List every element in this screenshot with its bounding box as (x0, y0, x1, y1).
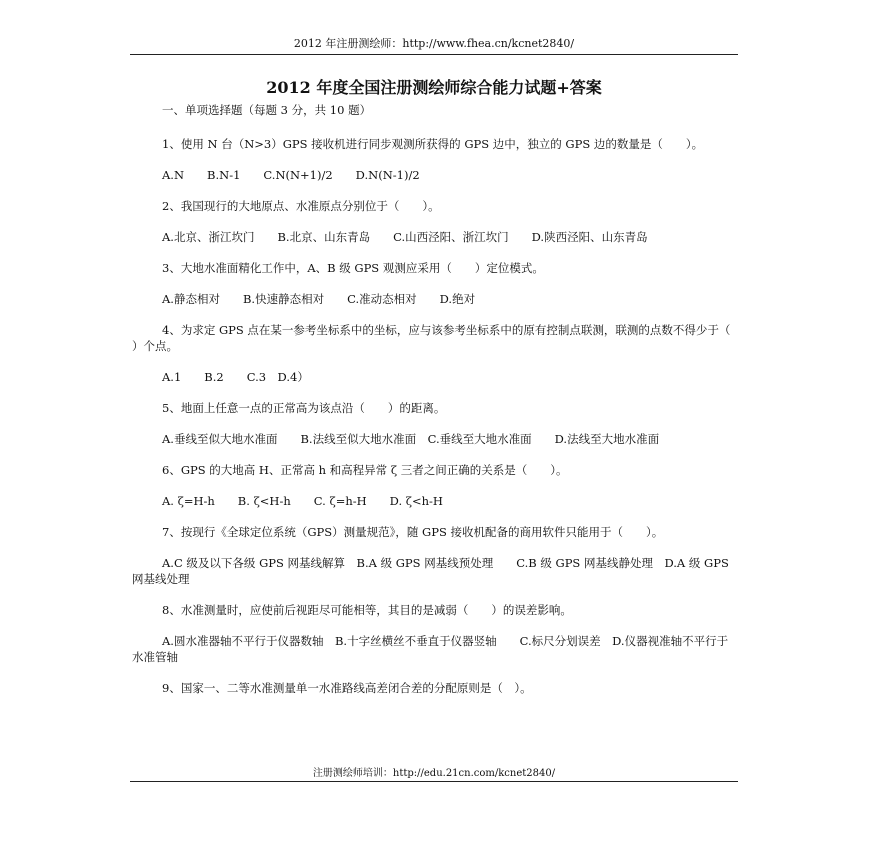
document-title: 2012 年度全国注册测绘师综合能力试题+答案 (266, 78, 602, 97)
question-8-options: A.圆水准器轴不平行于仪器数轴 B.十字丝横丝不垂直于仪器竖轴 C.标尺分划误差 D.仪器视准轴不平行于水准管轴 (132, 634, 729, 664)
footer-rule (130, 781, 738, 782)
header-rule (130, 54, 738, 55)
question-2-stem: 2、我国现行的大地原点、水准原点分别位于（ ）。 (162, 199, 440, 213)
question-4-options: A.1 B.2 C.3 D.4） (162, 370, 309, 384)
question-7-stem: 7、按现行《全球定位系统（GPS）测量规范》，随 GPS 接收机配备的商用软件只能用于（ ）。 (162, 525, 664, 539)
question-5-options: A.垂线至似大地水准面 B.法线至似大地水准面 C.垂线至大地水准面 D.法线至大地水准面 (162, 432, 660, 446)
document-body (132, 102, 754, 696)
question-4-stem: 4、为求定 GPS 点在某一参考坐标系中的坐标，应与该参考坐标系中的原有控制点联测，联测的点数不得少于（ ）个点。 (132, 323, 754, 353)
question-1-stem: 1、使用 N 台（N>3）GPS 接收机进行同步观测所获得的 GPS 边中，独立的 GPS 边的数量是（ ）。 (162, 137, 704, 151)
question-7-options: A.C 级及以下各级 GPS 网基线解算 B.A 级 GPS 网基线预处理 C.B 级 GPS 网基线静处理 D.A 级 GPS 网基线处理 (132, 556, 729, 586)
question-8-stem: 8、水准测量时，应使前后视距尽可能相等，其目的是减弱（ ）的误差影响。 (162, 603, 572, 617)
page-footer: 注册测绘师培训：http://edu.21cn.com/kcnet2840/ (312, 768, 556, 779)
question-5-stem: 5、地面上任意一点的正常高为该点沿（ ）的距离。 (162, 401, 446, 415)
question-2-options: A.北京、浙江坎门 B.北京、山东青岛 C.山西泾阳、浙江坎门 D.陕西泾阳、山东青岛 (162, 230, 648, 244)
question-3-stem: 3、大地水准面精化工作中，A、B 级 GPS 观测应采用（ ）定位模式。 (162, 261, 544, 275)
section-heading: 一、单项选择题（每题 3 分，共 10 题） (162, 103, 372, 117)
question-6-stem: 6、GPS 的大地高 H、正常高 h 和高程异常 ζ 三者之间正确的关系是（ ）。 (162, 463, 568, 477)
question-9-stem: 9、国家一、二等水准测量单一水准路线高差闭合差的分配原则是（ ）。 (162, 681, 532, 695)
question-1-options: A.N B.N-1 C.N(N+1)/2 D.N(N-1)/2 (162, 168, 420, 182)
page-header: 2012 年注册测绘师：http://www.fhea.cn/kcnet2840/ (293, 37, 575, 50)
question-6-options: A. ζ=H-h B. ζ<H-h C. ζ=h-H D. ζ<h-H (162, 494, 443, 508)
question-3-options: A.静态相对 B.快速静态相对 C.准动态相对 D.绝对 (162, 292, 476, 306)
